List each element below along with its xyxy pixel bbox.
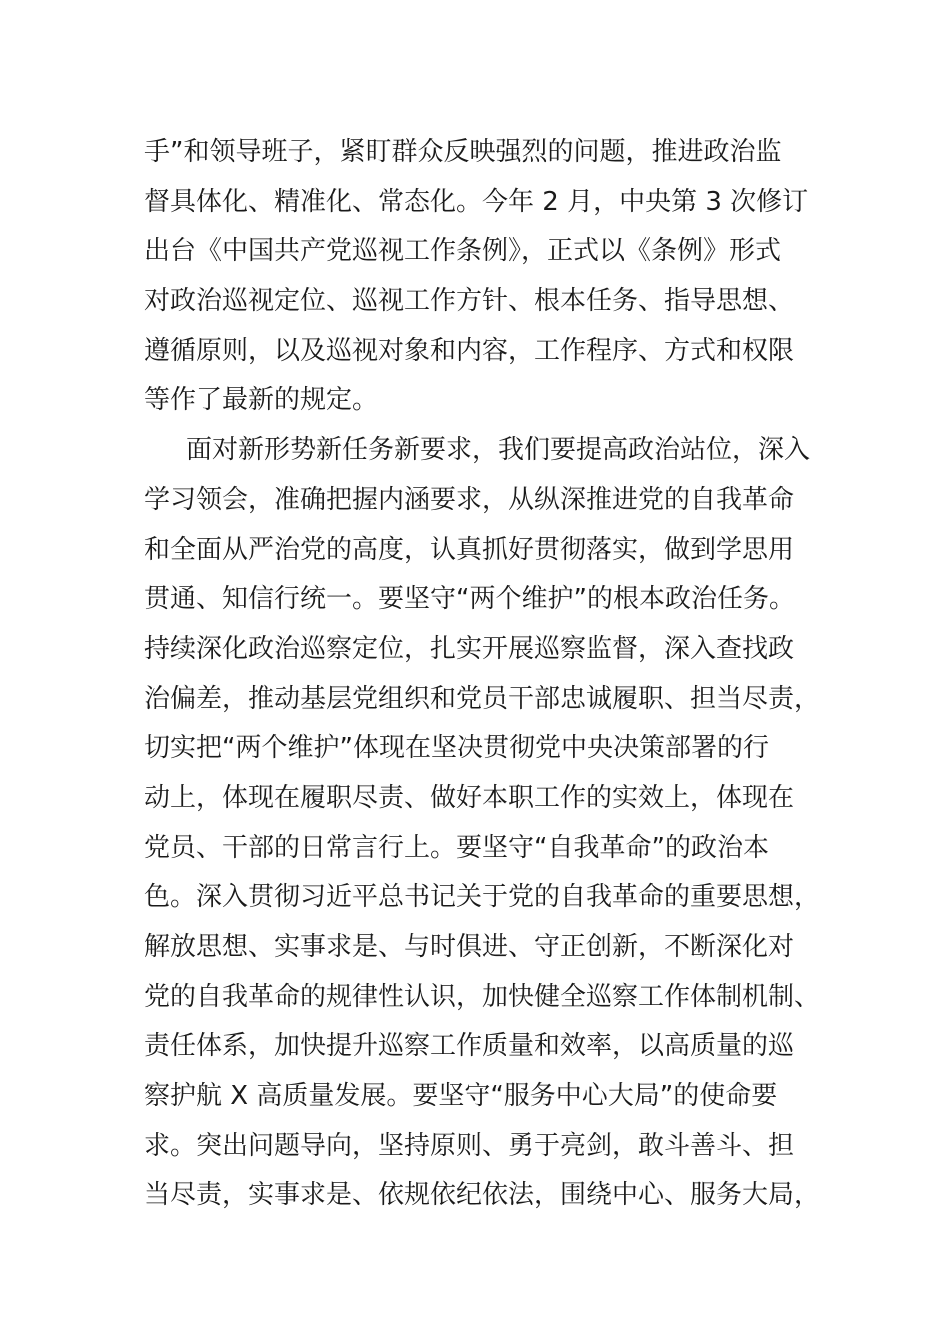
text-line: 手”和领导班子，紧盯群众反映强烈的问题，推进政治监 xyxy=(144,137,782,167)
text-line: 色。深入贯彻习近平总书记关于党的自我革命的重要思想， xyxy=(144,882,821,913)
text-line: 和全面从严治党的高度，认真抓好贯彻落实，做到学思用 xyxy=(144,534,795,565)
text-line: 贯通、知信行统一。要坚守“两个维护”的根本政治任务。 xyxy=(144,584,795,615)
text-line: 学习领会，准确把握内涵要求，从纵深推进党的自我革命 xyxy=(144,484,795,515)
text-line: 动上，体现在履职尽责、做好本职工作的实效上，体现在 xyxy=(144,782,795,813)
text-line: 党的自我革命的规律性认识，加快健全巡察工作体制机制、 xyxy=(144,981,821,1012)
text-line: 当尽责，实事求是、依规依纪依法，围绕中心、服务大局， xyxy=(144,1180,821,1211)
paragraph-1 xyxy=(144,128,809,426)
document-body xyxy=(144,128,821,1221)
paragraph-2 xyxy=(144,426,821,1221)
text-line: 责任体系，加快提升巡察工作质量和效率，以高质量的巡 xyxy=(144,1031,795,1062)
text-line: 切实把“两个维护”体现在坚决贯彻党中央决策部署的行 xyxy=(144,733,769,764)
text-line: 解放思想、实事求是、与时俱进、守正创新，不断深化对 xyxy=(144,932,795,962)
text-line: 督具体化、精准化、常态化。今年 2 月，中央第 3 次修订 xyxy=(144,186,809,217)
text-line: 党员、干部的日常言行上。要坚守“自我革命”的政治本 xyxy=(144,832,769,863)
text-line: 面对新形势新任务新要求，我们要提高政治站位，深入 xyxy=(186,435,811,466)
text-line: 察护航 X 高质量发展。要坚守“服务中心大局”的使命要 xyxy=(144,1081,778,1112)
text-line: 等作了最新的规定。 xyxy=(144,385,379,416)
text-line: 出台《中国共产党巡视工作条例》，正式以《条例》形式 xyxy=(144,236,782,267)
text-line: 治偏差，推动基层党组织和党员干部忠诚履职、担当尽责， xyxy=(144,683,821,714)
text-line: 对政治巡视定位、巡视工作方针、根本任务、指导思想、 xyxy=(144,286,795,317)
text-line: 持续深化政治巡察定位，扎实开展巡察监督，深入查找政 xyxy=(144,633,795,664)
text-line: 遵循原则，以及巡视对象和内容，工作程序、方式和权限 xyxy=(144,335,795,366)
text-line: 求。突出问题导向，坚持原则、勇于亮剑，敢斗善斗、担 xyxy=(144,1130,795,1161)
